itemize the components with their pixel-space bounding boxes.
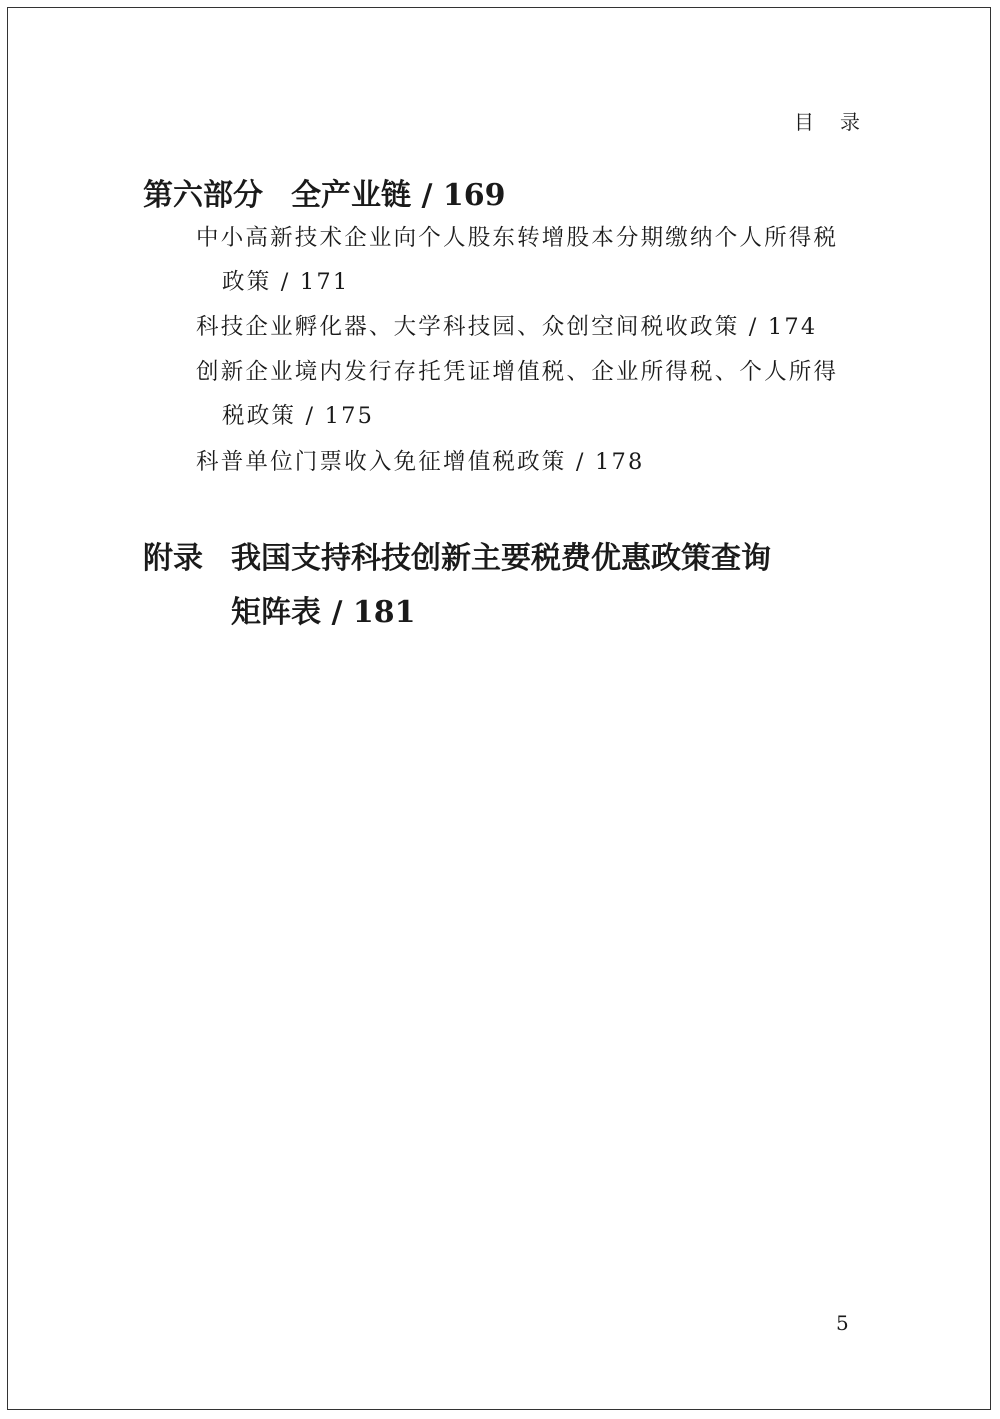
running-header <box>794 106 860 135</box>
toc-entry-line: 科普单位门票收入免征增值税政策 / 178 <box>196 449 645 475</box>
toc-entry-text: 科技企业孵化器、大学科技园、众创空间税收政策 <box>196 314 740 340</box>
toc-entry-page: 175 <box>324 403 375 429</box>
toc-entry-line: 科技企业孵化器、大学科技园、众创空间税收政策 / 174 <box>196 314 818 340</box>
toc-entry <box>196 305 856 349</box>
toc-entry-page: 174 <box>767 314 818 340</box>
part-heading: 第六部分 全产业链 / 169 <box>143 178 506 213</box>
part-page: 169 <box>442 178 506 213</box>
toc-entry-line: 创新企业境内发行存托凭证增值税、企业所得税、个人所得 <box>196 359 839 385</box>
toc-entry <box>196 350 856 438</box>
appendix-line-2: 矩阵表 / 181 <box>231 595 416 630</box>
appendix-line-1 <box>143 532 771 586</box>
toc-entry-continuation: 税政策 / 175 <box>222 403 375 429</box>
appendix-label: 附录 <box>143 541 203 576</box>
toc-entry-line: 中小高新技术企业向个人股东转增股本分期缴纳个人所得税 <box>196 225 839 251</box>
header-char-2: 录 <box>840 110 860 134</box>
toc-entry-text: 政策 <box>222 269 272 295</box>
appendix-title-cont: 矩阵表 <box>231 595 321 630</box>
toc-entry-text: 税政策 <box>222 403 297 429</box>
page-number: 5 <box>836 1311 849 1335</box>
toc-entry-continuation: 政策 / 171 <box>222 269 350 295</box>
appendix-title: 我国支持科技创新主要税费优惠政策查询 <box>231 541 771 576</box>
appendix-page: 181 <box>352 595 416 630</box>
part-title: 全产业链 <box>291 178 411 213</box>
part-label: 第六部分 <box>143 178 263 213</box>
toc-entry <box>196 440 856 484</box>
toc-entry <box>196 216 856 304</box>
toc-entry-page: 171 <box>299 269 350 295</box>
appendix-heading <box>143 532 771 640</box>
toc-entry-text: 科普单位门票收入免征增值税政策 <box>196 449 567 475</box>
toc-entry-page: 178 <box>595 449 645 475</box>
header-char-1: 目 <box>794 110 814 134</box>
